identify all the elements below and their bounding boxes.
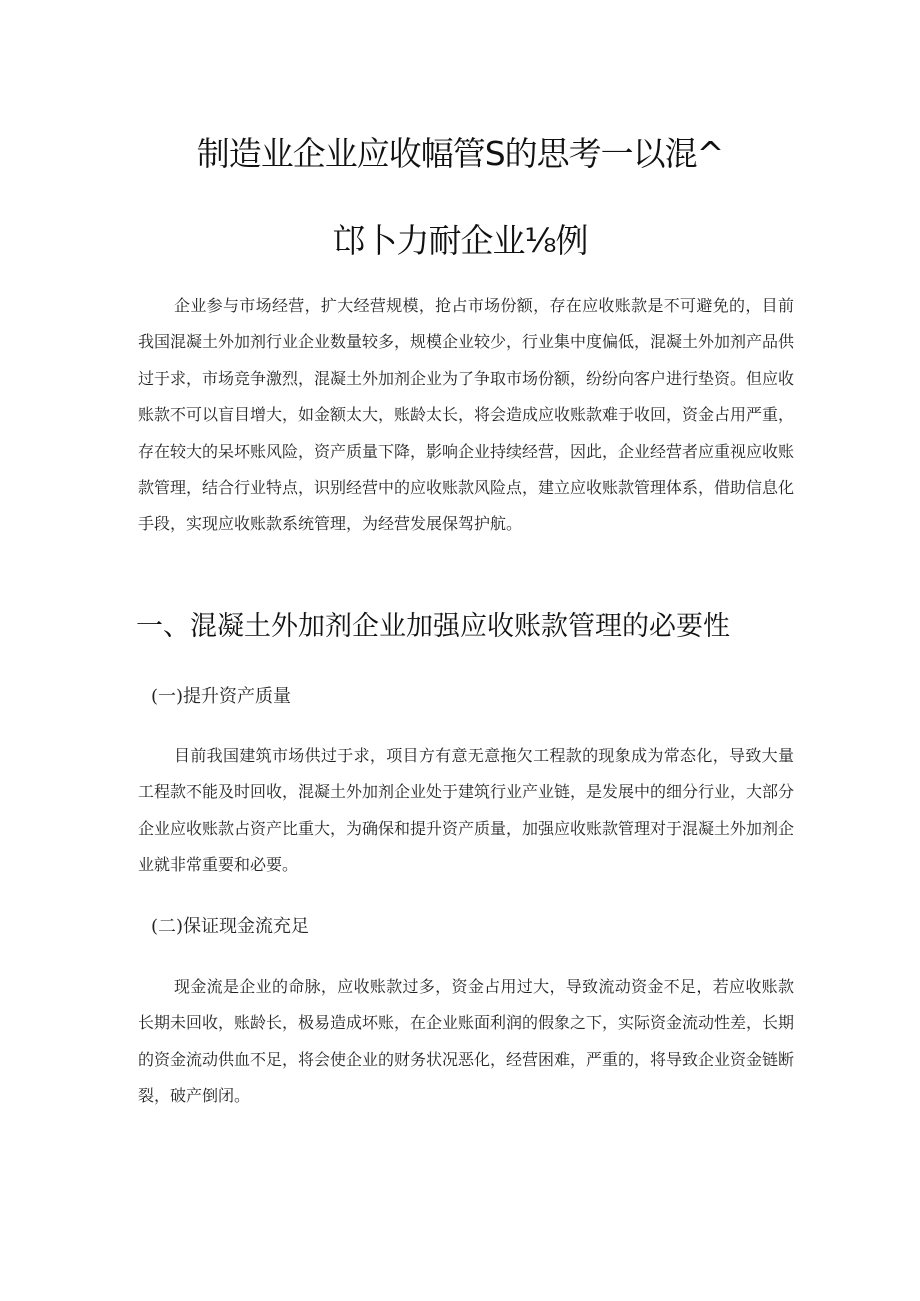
subsection-1-paragraph: 目前我国建筑市场供过于求，项目方有意无意拖欠工程款的现象成为常态化，导致大量工程款不能及时回收，混凝土外加剂企业处于建筑行业产业链，是发展中的细分行业，大部分企业应收账款占资产比重大，为确保和提升资产质量，加强应收账款管理对于混凝土外加剂企业就非常重要和必要。 bbox=[138, 746, 795, 875]
section-1-heading: 一、混凝土外加剂企业加强应收账款管理的必要性 bbox=[136, 611, 730, 642]
document-title-line-2: 邙卜力耐企业⅛例 bbox=[332, 221, 588, 260]
subsection-1-heading: (一)提升资产质量 bbox=[151, 686, 292, 707]
subsection-2-heading: (二)保证现金流充足 bbox=[151, 916, 310, 937]
subsection-2-paragraph: 现金流是企业的命脉，应收账款过多，资金占用过大，导致流动资金不足，若应收账款长期未回收，账龄长，极易造成坏账，在企业账面利润的假象之下，实际资金流动性差，长期的资金流动供血不足，将会使企业的财务状况恶化，经营困难，严重的，将导致企业资金链断裂，破产倒闭。 bbox=[138, 977, 795, 1106]
intro-paragraph: 企业参与市场经营，扩大经营规模，抢占市场份额，存在应收账款是不可避免的，目前我国混凝土外加剂行业企业数量较多，规模企业较少，行业集中度偏低，混凝土外加剂产品供过于求，市场竞争激烈，混凝土外加剂企业为了争取市场份额，纷纷向客户进行垫资。但应收账款不可以盲目增大，如金额太大，账龄太长，将会造成应收账款难于收回，资金占用严重，存在较大的呆坏账风险，资产质量下降，影响企业持续经营，因此，企业经营者应重视应收账款管理，结合行业特点，识别经营中的应收账款风险点，建立应收账款管理体系，借助信息化手段，实现应收账款系统管理，为经营发展保驾护航。 bbox=[138, 296, 795, 534]
document-title-line-1: 制造业企业应收幅管S的思考一以混^ bbox=[196, 134, 724, 173]
